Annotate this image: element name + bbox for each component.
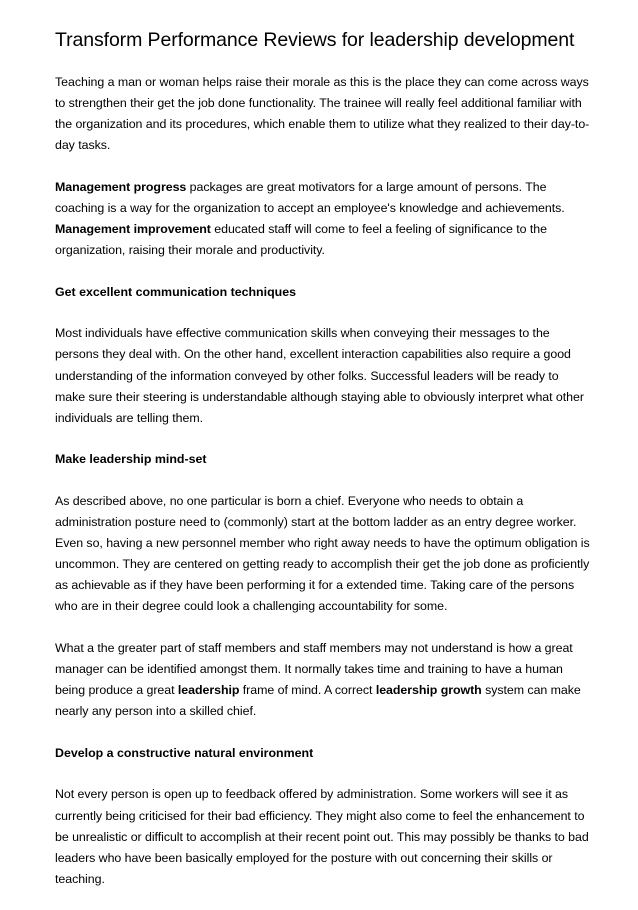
- paragraph-text: frame of mind. A correct: [239, 683, 376, 698]
- paragraph-text: What a the greater part of staff members and staff members may not understand is how a great manager can be identified amongst them. It normally takes time and training to have a human being produce a great: [55, 640, 573, 698]
- intro-paragraph: Teaching a man or woman helps raise their morale as this is the place they can come across ways to strengthen their get the job done functionality. The trainee will really feel additional familiar with the organization and its procedures, which enable them to utilize what they realized to their day-to-day tasks.: [55, 75, 590, 153]
- paragraph-text: packages are great motivators for a large amount of persons. The coaching is a way for the organization to accept an employee's knowledge and achievements.: [55, 179, 565, 215]
- bold-term: Management improvement: [55, 222, 211, 237]
- bold-term: leadership: [177, 683, 240, 698]
- section-heading-mindset: Make leadership mind-set: [55, 452, 207, 467]
- section-heading-environment: Develop a constructive natural environment: [55, 745, 314, 760]
- mindset-paragraph: As described above, no one particular is born a chief. Everyone who needs to obtain a administration posture need to (commonly) start at the bottom ladder as an entry degree worker. Even so, having a new personnel member who right away needs to have the optimum obligation is uncommon. They are centered on getting ready to accomplish their get the job done as proficiently as achievable as if they have been performing it for a extended time. Taking care of the persons who are in their degree could look a challenging accountability for some.: [55, 493, 590, 614]
- paragraph-text: educated staff will come to feel a feeling of significance to the organization, raising their morale and productivity.: [55, 222, 547, 258]
- document-title: Transform Performance Reviews for leadership development: [55, 29, 575, 51]
- management-paragraph: [55, 177, 590, 261]
- leadership-growth-paragraph: [55, 638, 590, 722]
- section-heading-communication: Get excellent communication techniques: [55, 284, 296, 299]
- communication-paragraph: Most individuals have effective communication skills when conveying their messages to the persons they deal with. On the other hand, excellent interaction capabilities also require a good understanding of the information conveyed by other folks. Successful leaders will be ready to make sure their steering is understandable although staying able to obviously interpret what other individuals are telling them.: [55, 326, 584, 425]
- paragraph-text: system can make nearly any person into a skilled chief.: [55, 683, 581, 719]
- bold-term: leadership growth: [375, 683, 482, 698]
- document-page: [55, 28, 590, 910]
- environment-paragraph: Not every person is open up to feedback offered by administration. Some workers will see it as currently being criticised for their bad efficiency. They might also come to feel the enhancement to be unrealistic or difficult to accomplish at their recent point out. This may possibly be thanks to bad leaders who have been basically employed for the posture with out concerning their skills or teaching.: [55, 787, 589, 886]
- bold-term: Management progress: [55, 179, 187, 194]
